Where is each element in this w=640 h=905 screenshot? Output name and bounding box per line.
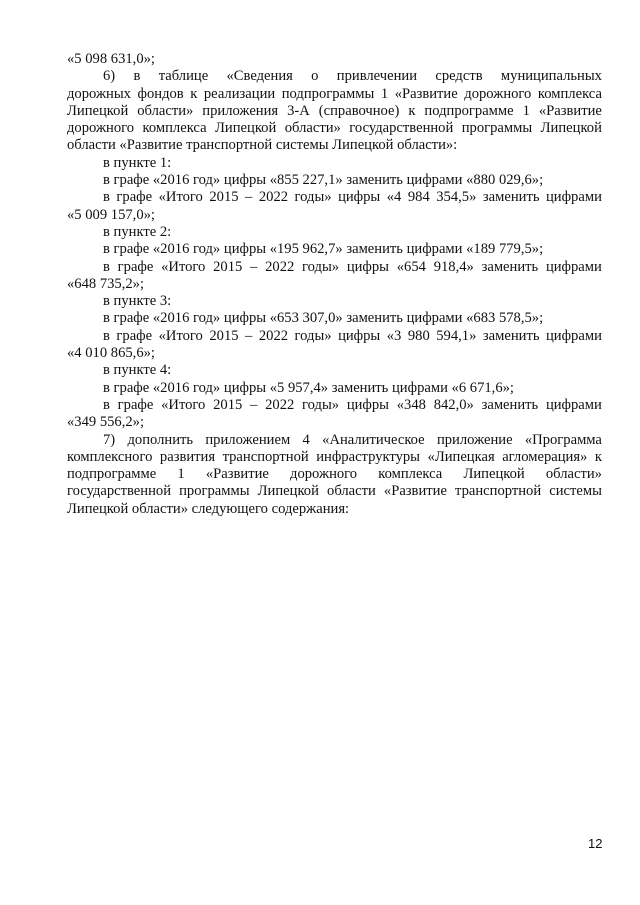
word: 2022 [258,189,289,206]
word: 2022 [258,327,289,344]
word: государственной [349,120,454,137]
word: «654 [396,258,426,275]
text-line [67,449,602,466]
word: графе [116,327,153,344]
word: приложения [202,102,279,119]
word: системы [549,483,602,500]
word: в [103,189,110,206]
word: 4 [302,431,310,448]
word: «Сведения [226,68,293,85]
word: заменить [482,327,540,344]
word: Липецкой [215,120,277,137]
text-line: в пункте 3: [103,293,172,310]
word: области» [137,102,194,119]
word: фондов [137,85,184,102]
text-line: области «Развитие транспортной системы Липецкой области»: [67,137,458,154]
word: заменить [481,396,539,413]
word: «Липецкая [427,448,495,465]
word: заменить [482,189,540,206]
text-line: в графе «2016 год» цифры «855 227,1» заменить цифрами «880 029,6»; [103,172,544,189]
word: цифрами [545,327,602,344]
text-line: «5 098 631,0»; [67,51,155,67]
word: «3 [386,327,402,344]
word: 2015 [209,327,239,344]
word: к [408,102,416,119]
text-line [67,68,602,85]
text-line [67,397,602,414]
word: «Развитие [383,483,447,500]
word: цифры [338,189,381,206]
text-line [67,466,602,483]
word: области» [545,466,602,483]
text-line [67,120,602,137]
word: 2022 [265,396,295,413]
word: «Итого [161,396,206,413]
word: 2015 [213,396,243,413]
word: 7) [103,431,116,448]
word: области [327,483,376,500]
word: годы» [294,189,332,206]
word: 354,5» [436,189,477,206]
text-line: в пункте 1: [103,154,172,171]
word: комплекса [142,120,207,137]
word: «Развитие [394,85,458,102]
word: комплекса [378,466,443,483]
word: «Аналитическое [322,431,425,448]
word: Липецкой [463,466,525,483]
text-line: в пункте 4: [103,362,172,379]
document-body [67,51,602,518]
text-line: в графе «2016 год» цифры «653 307,0» заменить цифрами «683 578,5»; [103,310,544,327]
word: (справочное) [318,102,400,119]
word: дорожного [464,85,532,102]
page-number: 12 [588,836,603,851]
word: заменить [481,258,539,275]
word: – [250,396,258,413]
word: 1 [177,466,185,483]
word: агломерация» [502,448,588,465]
text-line [67,432,602,449]
word: годы» [294,327,332,344]
word: таблице [158,68,209,85]
word: программы [461,120,533,137]
word: 3-А [287,102,310,119]
word: о [311,68,319,85]
word: в [103,327,110,344]
word: Липецкой [540,120,602,137]
text-line: Липецкой области» следующего содержания: [67,500,350,517]
word: Липецкой [257,483,319,500]
word: – [245,189,253,206]
word: 842,0» [433,396,474,413]
text-line [67,86,602,103]
word: к [190,85,198,102]
word: подпрограмме [67,466,157,483]
word: 918,4» [433,258,474,275]
word: цифрами [545,258,602,275]
word: области» [284,120,341,137]
word: Липецкой [67,102,129,119]
word: цифры [338,327,381,344]
text-line: в графе «2016 год» цифры «5 957,4» заменить цифрами «6 671,6»; [103,379,514,396]
word: муниципальных [500,68,602,85]
word: дорожных [67,85,131,102]
word: 594,1» [436,327,477,344]
word: 1 [522,102,530,119]
word: в [133,68,141,85]
word: 1 [380,85,389,102]
word: реализации [203,85,276,102]
word: программы [179,483,250,500]
word: – [250,258,258,275]
word: средств [435,68,483,85]
word: графе [116,189,153,206]
word: государственной [67,483,172,500]
word: годы» [302,258,340,275]
word: «Итого [158,327,203,344]
word: 984 [407,189,430,206]
word: годы» [302,396,340,413]
word: 6) [103,68,116,85]
word: подпрограмме [424,102,514,119]
word: приложение [436,431,513,448]
word: «Итого [161,258,206,275]
word: дополнить [127,431,194,448]
text-line: «4 010 865,6»; [67,345,155,362]
word: транспортной [455,483,542,500]
text-line [67,189,602,206]
text-line [67,483,602,500]
text-line: в пункте 2: [103,223,172,240]
text-line: «349 556,2»; [67,414,145,431]
word: «Развитие [538,102,602,119]
word: приложением [205,431,291,448]
word: развития [159,448,216,465]
word: цифрами [545,396,602,413]
word: графе [117,396,154,413]
word: транспортной [222,448,309,465]
word: 2015 [209,189,239,206]
word: «348 [396,396,426,413]
word: 2022 [265,258,295,275]
text-line [67,328,602,345]
word: дорожного [67,120,135,137]
word: к [594,448,602,465]
word: цифры [346,258,389,275]
word: дорожного [290,466,358,483]
text-line: в графе «2016 год» цифры «195 962,7» заменить цифрами «189 779,5»; [103,241,544,258]
word: комплексного [67,448,153,465]
word: цифры [346,396,389,413]
word: подпрограммы [281,85,375,102]
text-line [67,259,602,276]
word: инфраструктуры [316,448,420,465]
word: 980 [407,327,430,344]
word: «Программа [524,431,602,448]
word: – [245,327,253,344]
word: в [103,258,110,275]
word: цифрами [545,189,602,206]
word: комплекса [537,85,602,102]
word: «4 [386,189,402,206]
text-line: «648 735,2»; [67,275,145,292]
word: 2015 [213,258,243,275]
word: в [103,396,110,413]
word: «Итого [158,189,203,206]
text-line: «5 009 157,0»; [67,206,155,223]
word: «Развитие [205,466,269,483]
word: привлечении [336,68,418,85]
word: графе [117,258,154,275]
text-line [67,103,602,120]
